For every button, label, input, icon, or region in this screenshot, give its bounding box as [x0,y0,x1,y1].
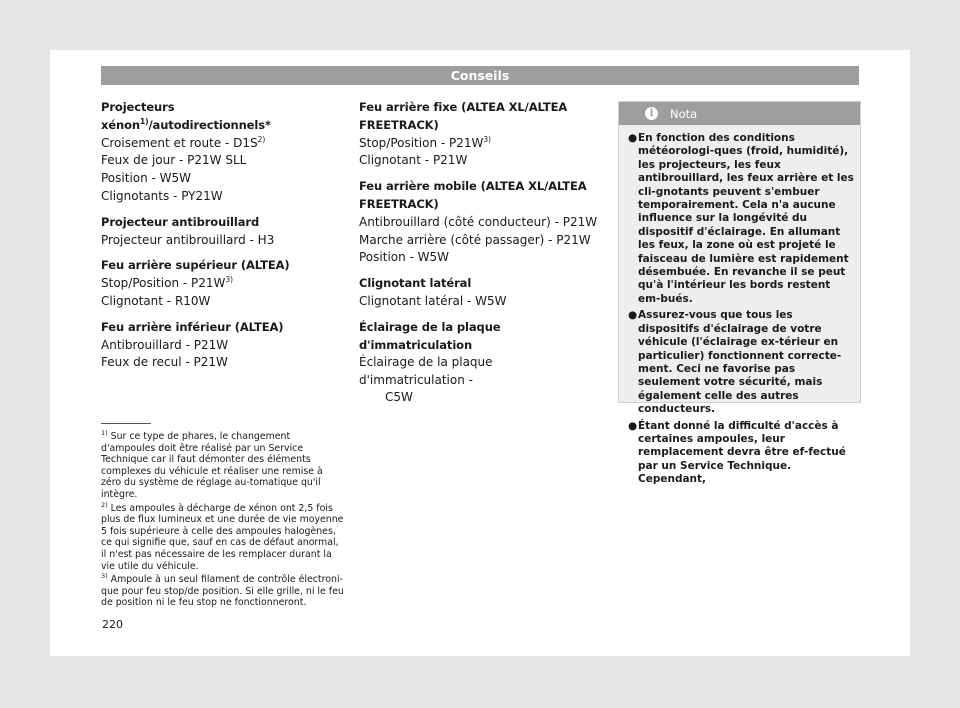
heading-rear-fixed: Feu arrière fixe (ALTEA XL/ALTEA FREETRACK) [359,100,568,132]
heading-rear-upper: Feu arrière supérieur (ALTEA) [101,258,290,273]
info-icon: i [645,107,658,120]
heading-rear-lower: Feu arrière inférieur (ALTEA) [101,319,284,334]
note-item [628,309,854,416]
note-title: Nota [670,106,698,121]
note-item-text: En fonction des conditions météorologi-ques (froid, humidité), les projecteurs, les feux antibrouillard, les feux arrière et les cli-gnotants peuvent s'embuer temporairement. Cela n'a aucune influence sur la longévité du dispositif d'éclairage. En allumant les feux, la zone où est projeté le faisceau de lumière est rapidement désembuée. En revanche il se peut qu'à l'intérieur les bords restent em-bués. [638,132,854,305]
line-indicator-r10w: Clignotant - R10W [101,293,211,308]
line-rear-fog: Antibrouillard - P21W [101,337,229,352]
note-item-text: Étant donné la difficulté d'accès à certaines ampoules, leur remplacement devra être ef-fectué par un Service Technique. Cependant, [638,419,846,486]
line-position-2: Position - W5W [359,250,450,265]
line-daylight: Feux de jour - P21W SLL [101,153,247,168]
heading-fog-light: Projecteur antibrouillard [101,214,260,229]
heading-side-indicator: Clignotant latéral [359,276,472,291]
note-box [618,101,861,486]
bulb-list-left [101,99,341,372]
line-indicators: Clignotants - PY21W [101,188,223,203]
bullet-icon: ● [628,309,638,322]
line-position: Position - W5W [101,171,192,186]
line-reverse: Feux de recul - P21W [101,355,228,370]
line-stop-position-2: Stop/Position - $P21W^{3)}$ [359,134,492,150]
heading-rear-mobile: Feu arrière mobile (ALTEA XL/ALTEA FREETRACK) [359,179,587,211]
note-item [628,420,854,487]
note-body [619,125,860,487]
heading-xenon: Projecteurs xénon$^{1)}$/autodirectionnels* [101,100,271,132]
footnote-2: $^{2)}$ Les ampoules à décharge de xénon ont 2,5 fois plus de flux lumineux et une durée de vie moyenne 5 fois supérieure à celle des ampoules halogènes, ce qui signifie que, sauf en cas de défaut anormal, il n'est pas nécessaire de les remplacer durant la vie utile du véhicule. [101,500,344,572]
page-number: 220 [102,618,123,631]
footnote-divider [101,423,151,424]
line-crossing-road: Croisement et route - $D1S^{2)}$ [101,134,266,150]
line-reverse-passenger: Marche arrière (côté passager) - P21W [359,232,591,247]
footnotes [101,428,344,611]
line-side-indicator: Clignotant latéral - W5W [359,293,507,308]
bulb-list-right [359,99,599,407]
line-plate-light: Éclairage de la plaque d'immatriculation - [359,355,493,388]
line-stop-position: Stop/Position - $P21W^{3)}$ [101,275,234,291]
heading-plate-light: Éclairage de la plaque d'immatriculation [359,319,501,352]
line-plate-light-cont: C5W [385,389,413,404]
footnote-1: $^{1)}$ Sur ce type de phares, le changement d'ampoules doit être réalisé par un Service Technique car il faut démonter des éléments complexes du véhicule et réaliser une remise à zéro du système de réglage au-tomatique qu'il intègre. [101,428,323,500]
bullet-icon: ● [628,132,638,144]
line-fog-light: Projecteur antibrouillard - H3 [101,232,275,247]
note-item [628,132,854,306]
line-indicator-p21w: Clignotant - P21W [359,153,468,168]
note-header [619,102,860,125]
line-fog-driver: Antibrouillard (côté conducteur) - P21W [359,214,598,229]
note-item-text: Assurez-vous que tous les dispositifs d'éclairage de votre véhicule (l'éclairage ex-térieur en particulier) fonctionnent correcte-ment. Ceci ne favorise pas seulement votre sécurité, mais également celle des autres conducteurs. [638,309,842,416]
footnote-3: $^{3)}$ Ampoule à un seul filament de contrôle électroni-que pour feu stop/de position. Si elle grille, ni le feu de position ni le feu stop ne fonctionneront. [101,572,344,609]
section-header: Conseils [101,66,859,85]
bullet-icon: ● [628,419,638,432]
